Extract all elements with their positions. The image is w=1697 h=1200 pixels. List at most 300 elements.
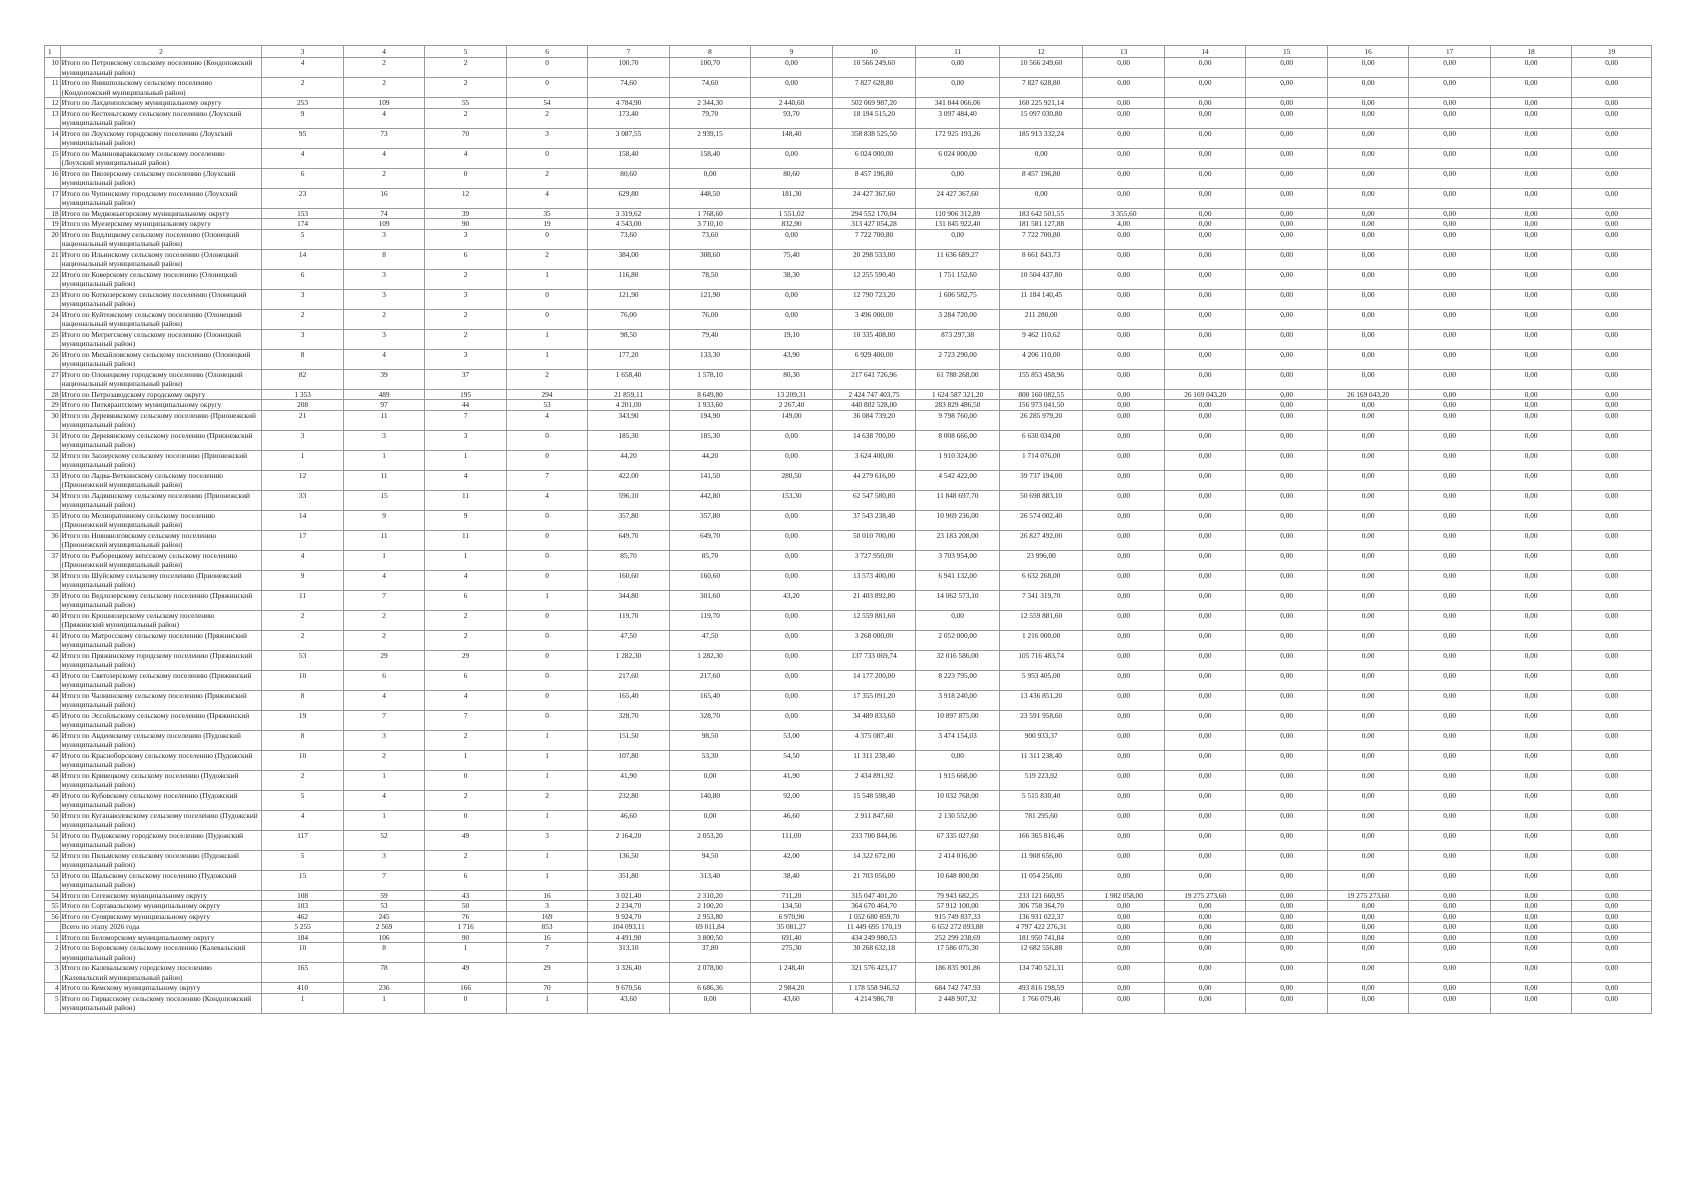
value-cell: 26 169 043,20: [1327, 389, 1408, 400]
municipality-name-cell: Итого по Матросскому сельскому поселению (Пряжинский муниципальный район): [60, 630, 262, 650]
municipality-name-cell: Итого по Крошнозерскому сельскому поселению (Пряжинский муниципальный район): [60, 610, 262, 630]
value-cell: 47,50: [669, 630, 750, 650]
value-cell: 0,00: [1409, 550, 1490, 570]
value-cell: 4: [425, 570, 506, 590]
table-row: [45, 329, 1652, 349]
municipality-name-cell: Итого по Ладвинскому сельскому поселению (Прионежский муниципальный район): [60, 490, 262, 510]
value-cell: 15: [343, 490, 424, 510]
value-cell: 0,00: [1409, 78, 1490, 98]
value-cell: 6: [425, 870, 506, 890]
value-cell: 0,00: [1409, 430, 1490, 450]
value-cell: 283 829 486,50: [916, 400, 1000, 411]
value-cell: 0,00: [1164, 400, 1245, 411]
value-cell: 0,00: [1164, 208, 1245, 219]
value-cell: 0,00: [1490, 530, 1571, 550]
value-cell: 0,00: [1327, 430, 1408, 450]
value-cell: 0,00: [1572, 219, 1652, 230]
value-cell: 2: [262, 309, 343, 329]
value-cell: 19: [506, 219, 587, 230]
value-cell: 0,00: [1246, 890, 1327, 901]
value-cell: 6 652 272 893,88: [916, 922, 1000, 933]
column-number-cell: 7: [588, 46, 669, 58]
value-cell: 2: [425, 610, 506, 630]
column-number-cell: 1: [45, 46, 61, 58]
value-cell: 78: [343, 963, 424, 983]
value-cell: 0,00: [1327, 490, 1408, 510]
row-number-cell: 50: [45, 810, 61, 830]
table-row: [45, 730, 1652, 750]
value-cell: 0,00: [1164, 188, 1245, 208]
value-cell: 9 798 760,00: [916, 410, 1000, 430]
value-cell: 53,30: [669, 750, 750, 770]
value-cell: 0,00: [1572, 690, 1652, 710]
value-cell: 0,00: [1246, 943, 1327, 963]
value-cell: 853: [506, 922, 587, 933]
value-cell: 0,00: [1083, 730, 1164, 750]
value-cell: 0,00: [1246, 770, 1327, 790]
value-cell: 6 941 132,00: [916, 570, 1000, 590]
value-cell: 0,00: [1490, 610, 1571, 630]
value-cell: 3 918 240,00: [916, 690, 1000, 710]
value-cell: 0,00: [1409, 670, 1490, 690]
value-cell: 5 515 830,40: [999, 790, 1083, 810]
value-cell: 0,00: [1327, 168, 1408, 188]
value-cell: 0: [506, 309, 587, 329]
value-cell: 3: [343, 229, 424, 249]
value-cell: 4: [262, 550, 343, 570]
value-cell: 0,00: [1083, 963, 1164, 983]
value-cell: 0,00: [1164, 410, 1245, 430]
value-cell: 109: [343, 219, 424, 230]
row-number-cell: 45: [45, 710, 61, 730]
value-cell: 151,50: [588, 730, 669, 750]
value-cell: 156 973 041,50: [999, 400, 1083, 411]
value-cell: 21: [262, 410, 343, 430]
value-cell: 8: [262, 349, 343, 369]
value-cell: 0,00: [1409, 943, 1490, 963]
row-number-cell: 25: [45, 329, 61, 349]
value-cell: 0,00: [1164, 901, 1245, 912]
value-cell: 9 924,70: [588, 911, 669, 922]
table-row: [45, 550, 1652, 570]
value-cell: 7 722 700,80: [832, 229, 916, 249]
value-cell: 0,00: [1327, 963, 1408, 983]
row-number-cell: 42: [45, 650, 61, 670]
value-cell: 1 768,60: [669, 208, 750, 219]
value-cell: 0,00: [1327, 750, 1408, 770]
value-cell: 153,30: [751, 490, 832, 510]
row-number-cell: 27: [45, 369, 61, 389]
value-cell: 0,00: [751, 630, 832, 650]
value-cell: 7 722 700,80: [999, 229, 1083, 249]
row-number-cell: 33: [45, 470, 61, 490]
value-cell: 6 929 400,00: [832, 349, 916, 369]
value-cell: 0,00: [751, 670, 832, 690]
value-cell: 136 931 022,37: [999, 911, 1083, 922]
value-cell: 0,00: [1409, 108, 1490, 128]
value-cell: 44 279 616,00: [832, 470, 916, 490]
value-cell: 351,80: [588, 870, 669, 890]
row-number-cell: 55: [45, 901, 61, 912]
value-cell: 76,00: [669, 309, 750, 329]
value-cell: 111,00: [751, 830, 832, 850]
value-cell: 344,80: [588, 590, 669, 610]
value-cell: 0,00: [1083, 850, 1164, 870]
row-number-cell: 54: [45, 890, 61, 901]
value-cell: 21 703 056,00: [832, 870, 916, 890]
value-cell: 519 223,92: [999, 770, 1083, 790]
value-cell: 14: [262, 510, 343, 530]
value-cell: 1 248,40: [751, 963, 832, 983]
value-cell: 2 344,30: [669, 98, 750, 109]
value-cell: 1: [343, 993, 424, 1013]
value-cell: 0,00: [1572, 98, 1652, 109]
value-cell: 0,00: [1246, 610, 1327, 630]
municipality-name-cell: Итого по Лоухскому городскому поселению (Лоухский муниципальный район): [60, 128, 262, 148]
row-number-cell: 21: [45, 249, 61, 269]
value-cell: 61 788 268,00: [916, 369, 1000, 389]
value-cell: 0,00: [1246, 710, 1327, 730]
value-cell: 3: [425, 349, 506, 369]
value-cell: 0,00: [1572, 870, 1652, 890]
municipality-name-cell: Итого по Калевальскому городскому поселению (Калевальский муниципальный район): [60, 963, 262, 983]
row-number-cell: 52: [45, 850, 61, 870]
value-cell: 79,70: [669, 108, 750, 128]
value-cell: 2: [425, 329, 506, 349]
value-cell: 0,00: [1327, 470, 1408, 490]
value-cell: 0,00: [1572, 450, 1652, 470]
value-cell: 11 848 697,70: [916, 490, 1000, 510]
value-cell: 0: [506, 530, 587, 550]
value-cell: 0,00: [1164, 690, 1245, 710]
value-cell: 0,00: [1083, 98, 1164, 109]
value-cell: 9 670,56: [588, 983, 669, 994]
value-cell: 489: [343, 389, 424, 400]
value-cell: 14 638 700,00: [832, 430, 916, 450]
value-cell: 0,00: [1409, 770, 1490, 790]
value-cell: 442,80: [669, 490, 750, 510]
value-cell: 0,00: [1164, 490, 1245, 510]
value-cell: 357,80: [588, 510, 669, 530]
value-cell: 10 504 437,80: [999, 269, 1083, 289]
value-cell: 0,00: [751, 610, 832, 630]
value-cell: 900 933,37: [999, 730, 1083, 750]
value-cell: 0,00: [1327, 630, 1408, 650]
value-cell: 10 032 768,00: [916, 790, 1000, 810]
value-cell: 5 953 405,00: [999, 670, 1083, 690]
value-cell: 0,00: [1327, 550, 1408, 570]
value-cell: 0,00: [1083, 810, 1164, 830]
value-cell: 0,00: [1246, 329, 1327, 349]
value-cell: 341 844 066,06: [916, 98, 1000, 109]
column-number-cell: 9: [751, 46, 832, 58]
value-cell: 0,00: [1164, 530, 1245, 550]
value-cell: 23 996,00: [999, 550, 1083, 570]
value-cell: 0,00: [1246, 730, 1327, 750]
value-cell: 0,00: [1490, 269, 1571, 289]
value-cell: 0,00: [1327, 450, 1408, 470]
value-cell: 0,00: [1164, 943, 1245, 963]
value-cell: 14 062 573,10: [916, 590, 1000, 610]
value-cell: 0,00: [1083, 983, 1164, 994]
table-row: [45, 249, 1652, 269]
value-cell: 0,00: [1327, 410, 1408, 430]
value-cell: 0,00: [1246, 430, 1327, 450]
value-cell: 0,00: [1409, 229, 1490, 249]
value-cell: 183 642 501,55: [999, 208, 1083, 219]
value-cell: 0,00: [1490, 470, 1571, 490]
value-cell: 80,30: [751, 369, 832, 389]
value-cell: 0,00: [1246, 570, 1327, 590]
value-cell: 832,90: [751, 219, 832, 230]
value-cell: 0,00: [1409, 870, 1490, 890]
value-cell: 0,00: [1409, 993, 1490, 1013]
row-number-cell: 49: [45, 790, 61, 810]
value-cell: 4: [262, 148, 343, 168]
table-row: [45, 610, 1652, 630]
value-cell: 9: [343, 510, 424, 530]
value-cell: 1 551,02: [751, 208, 832, 219]
value-cell: 8 661 843,73: [999, 249, 1083, 269]
value-cell: 0,00: [751, 710, 832, 730]
table-row: [45, 219, 1652, 230]
value-cell: 0,00: [1164, 590, 1245, 610]
table-row: [45, 690, 1652, 710]
value-cell: 33: [262, 490, 343, 510]
value-cell: 448,50: [669, 188, 750, 208]
value-cell: 8: [262, 730, 343, 750]
value-cell: 2 078,00: [669, 963, 750, 983]
value-cell: 0,00: [1164, 750, 1245, 770]
value-cell: 711,20: [751, 890, 832, 901]
value-cell: 17 355 091,20: [832, 690, 916, 710]
value-cell: 0,00: [1246, 993, 1327, 1013]
municipality-name-cell: Итого по Эссойльскому сельскому поселению (Пряжинский муниципальный район): [60, 710, 262, 730]
value-cell: 85,70: [669, 550, 750, 570]
value-cell: 41,90: [751, 770, 832, 790]
value-cell: 315 047 401,20: [832, 890, 916, 901]
value-cell: 38,30: [751, 269, 832, 289]
value-cell: 0,00: [1164, 148, 1245, 168]
table-row: [45, 289, 1652, 309]
table-row: [45, 229, 1652, 249]
value-cell: 0,00: [1083, 943, 1164, 963]
value-cell: 8 649,80: [669, 389, 750, 400]
value-cell: 53: [343, 901, 424, 912]
value-cell: 0,00: [751, 309, 832, 329]
column-number-cell: 2: [60, 46, 262, 58]
value-cell: 0: [506, 570, 587, 590]
municipality-name-cell: Итого по Видлицкому сельскому поселению (Олонецкий национальный муниципальный район): [60, 229, 262, 249]
value-cell: 0,00: [1327, 188, 1408, 208]
row-number-cell: 32: [45, 450, 61, 470]
value-cell: 0,00: [1246, 289, 1327, 309]
value-cell: 12: [262, 470, 343, 490]
value-cell: 5: [262, 790, 343, 810]
value-cell: 3: [343, 430, 424, 450]
value-cell: 0,00: [1572, 710, 1652, 730]
column-number-cell: 16: [1327, 46, 1408, 58]
value-cell: 0,00: [1246, 550, 1327, 570]
value-cell: 7 827 628,80: [832, 78, 916, 98]
value-cell: 2 440,60: [751, 98, 832, 109]
value-cell: 166 365 816,46: [999, 830, 1083, 850]
value-cell: 1: [506, 590, 587, 610]
value-cell: 0,00: [1327, 530, 1408, 550]
value-cell: 0,00: [1409, 148, 1490, 168]
row-number-cell: 23: [45, 289, 61, 309]
value-cell: 0,00: [1083, 168, 1164, 188]
value-cell: 100,70: [588, 58, 669, 78]
value-cell: 2: [425, 730, 506, 750]
value-cell: 3 021,40: [588, 890, 669, 901]
value-cell: 4: [343, 790, 424, 810]
value-cell: 0,00: [1083, 901, 1164, 912]
value-cell: 1: [425, 750, 506, 770]
value-cell: 0,00: [1409, 58, 1490, 78]
table-row: [45, 710, 1652, 730]
municipality-name-cell: Итого по Деревянкскому сельскому поселению (Прионежский муниципальный район): [60, 410, 262, 430]
table-row: [45, 168, 1652, 188]
value-cell: 0,00: [1409, 389, 1490, 400]
value-cell: 10: [262, 670, 343, 690]
value-cell: 12 255 590,40: [832, 269, 916, 289]
value-cell: 0,00: [1490, 850, 1571, 870]
row-number-cell: 46: [45, 730, 61, 750]
value-cell: 2: [343, 750, 424, 770]
value-cell: 6: [425, 590, 506, 610]
value-cell: 8 457 196,80: [999, 168, 1083, 188]
value-cell: 0,00: [1572, 922, 1652, 933]
municipality-name-cell: Итого по Ладва-Веткинскому сельскому поселению (Прионежский муниципальный район): [60, 470, 262, 490]
value-cell: 44,20: [669, 450, 750, 470]
value-cell: 2: [506, 108, 587, 128]
value-cell: 0,00: [1490, 983, 1571, 994]
value-cell: 0,00: [1327, 830, 1408, 850]
value-cell: 11: [343, 470, 424, 490]
value-cell: 253: [262, 98, 343, 109]
row-number-cell: 31: [45, 430, 61, 450]
value-cell: 21 859,11: [588, 389, 669, 400]
value-cell: 181 581 127,88: [999, 219, 1083, 230]
value-cell: 4: [506, 188, 587, 208]
value-cell: 0,00: [1083, 750, 1164, 770]
value-cell: 149,00: [751, 410, 832, 430]
value-cell: 0,00: [1490, 963, 1571, 983]
row-number-cell: 48: [45, 770, 61, 790]
value-cell: 17 586 075,30: [916, 943, 1000, 963]
table-row: [45, 790, 1652, 810]
value-cell: 106: [343, 932, 424, 943]
value-cell: 8 457 196,80: [832, 168, 916, 188]
value-cell: 0,00: [751, 58, 832, 78]
value-cell: 0,00: [1246, 963, 1327, 983]
value-cell: 0,00: [1490, 710, 1571, 730]
value-cell: 2 414 016,00: [916, 850, 1000, 870]
value-cell: 0: [425, 993, 506, 1013]
value-cell: 0,00: [1164, 78, 1245, 98]
value-cell: 0,00: [1409, 249, 1490, 269]
municipality-name-cell: Итого по Красноборскому сельскому поселению (Пудожский муниципальный район): [60, 750, 262, 770]
value-cell: 462: [262, 911, 343, 922]
value-cell: 0,00: [916, 610, 1000, 630]
value-cell: 11 908 656,00: [999, 850, 1083, 870]
value-cell: 0,00: [1083, 790, 1164, 810]
municipality-name-cell: Итого по Кривецкому сельскому поселению (Пудожский муниципальный район): [60, 770, 262, 790]
value-cell: 13 209,31: [751, 389, 832, 400]
municipality-name-cell: Итого по Коткозерскому сельскому поселению (Олонецкий муниципальный район): [60, 289, 262, 309]
value-cell: 649,70: [588, 530, 669, 550]
value-cell: 0,00: [1490, 670, 1571, 690]
value-cell: 4: [343, 108, 424, 128]
value-cell: 0,00: [1572, 983, 1652, 994]
value-cell: 0,00: [1083, 188, 1164, 208]
municipality-name-cell: Итого по Пяльмскому сельскому поселению (Пудожский муниципальный район): [60, 850, 262, 870]
value-cell: 0,00: [1490, 943, 1571, 963]
value-cell: 26 285 979,20: [999, 410, 1083, 430]
column-number-row: [45, 46, 1652, 58]
municipality-name-cell: Итого по Рыборецкому вепсскому сельскому поселению (Прионежский муниципальный район): [60, 550, 262, 570]
table-row: [45, 932, 1652, 943]
value-cell: 4: [425, 148, 506, 168]
value-cell: 0,00: [1572, 430, 1652, 450]
value-cell: 275,30: [751, 943, 832, 963]
municipality-name-cell: Итого по Шуйскому сельскому поселению (Прионежский муниципальный район): [60, 570, 262, 590]
column-number-cell: 19: [1572, 46, 1652, 58]
value-cell: 0,00: [1246, 369, 1327, 389]
value-cell: 104 093,11: [588, 922, 669, 933]
value-cell: 0,00: [1409, 349, 1490, 369]
value-cell: 16: [506, 890, 587, 901]
value-cell: 0,00: [1246, 58, 1327, 78]
value-cell: 245: [343, 911, 424, 922]
value-cell: 0,00: [1572, 590, 1652, 610]
value-cell: 1 766 079,46: [999, 993, 1083, 1013]
value-cell: 0,00: [1164, 329, 1245, 349]
value-cell: 6 024 000,00: [916, 148, 1000, 168]
table-row: [45, 410, 1652, 430]
value-cell: 0,00: [1327, 570, 1408, 590]
value-cell: 0,00: [669, 810, 750, 830]
value-cell: 2 448 907,32: [916, 993, 1000, 1013]
value-cell: 0,00: [1246, 450, 1327, 470]
value-cell: 2: [425, 78, 506, 98]
row-number-cell: 26: [45, 349, 61, 369]
value-cell: 0,00: [999, 188, 1083, 208]
value-cell: 0,00: [751, 450, 832, 470]
value-cell: 0,00: [1572, 650, 1652, 670]
value-cell: 131 845 922,40: [916, 219, 1000, 230]
value-cell: 7: [343, 590, 424, 610]
value-cell: 62 547 580,80: [832, 490, 916, 510]
municipality-name-cell: Итого по Кубовскому сельскому поселению (Пудожский муниципальный район): [60, 790, 262, 810]
value-cell: 134,50: [751, 901, 832, 912]
value-cell: 3 087,55: [588, 128, 669, 148]
value-cell: 1 178 558 946,52: [832, 983, 916, 994]
value-cell: 0,00: [1164, 168, 1245, 188]
value-cell: 76: [425, 911, 506, 922]
value-cell: 50: [425, 901, 506, 912]
value-cell: 0,00: [751, 690, 832, 710]
value-cell: 0,00: [1490, 870, 1571, 890]
value-cell: 0,00: [1164, 710, 1245, 730]
value-cell: 0,00: [751, 510, 832, 530]
row-number-cell: 5: [45, 993, 61, 1013]
value-cell: 117: [262, 830, 343, 850]
table-row: [45, 128, 1652, 148]
value-cell: 0,00: [1572, 128, 1652, 148]
value-cell: 119,70: [588, 610, 669, 630]
